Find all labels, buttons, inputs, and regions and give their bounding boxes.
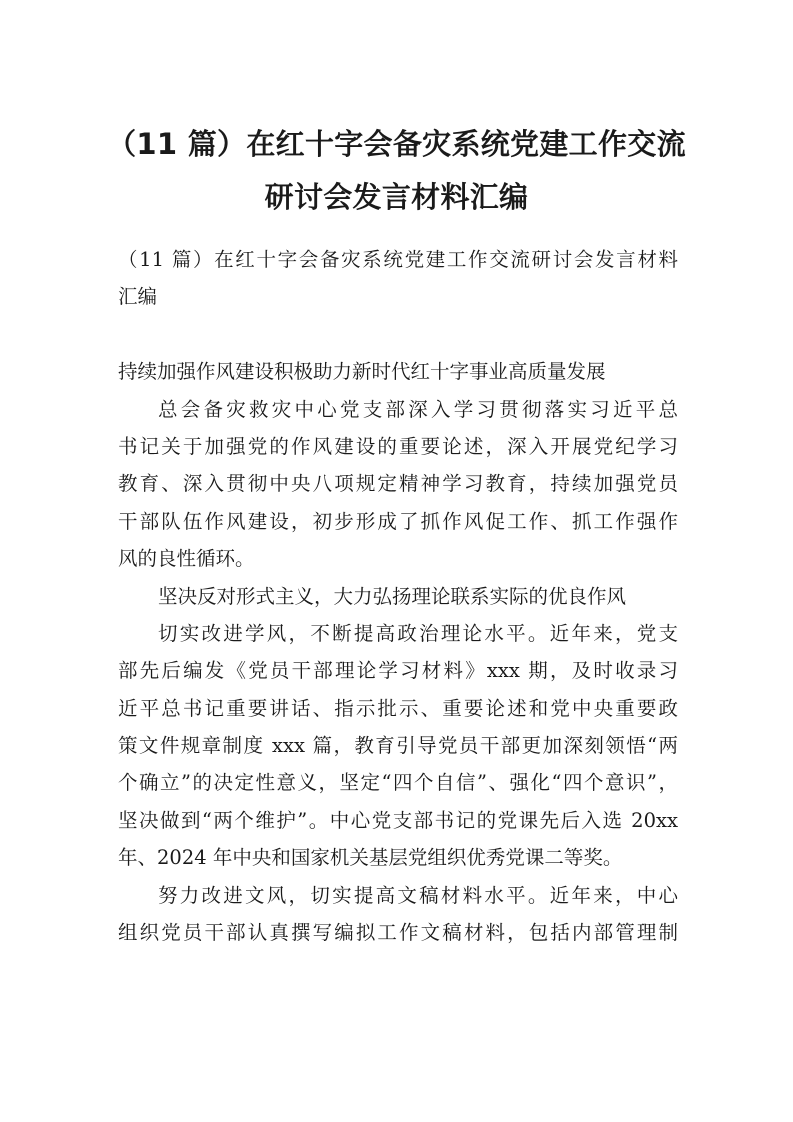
- title-line: 研讨会发言材料汇编: [264, 180, 529, 214]
- document-body: [118, 241, 678, 951]
- subtitle-line: 汇编: [118, 285, 158, 309]
- section-heading: 持续加强作风建设积极助力新时代红十字事业高质量发展: [118, 360, 606, 384]
- document-title: [100, 118, 693, 224]
- paragraph-line: 坚决做到“两个维护”。中心党支部书记的党课先后入选 20xx: [118, 808, 678, 832]
- paragraph-line: 个确立”的决定性意义，坚定“四个自信”、强化“四个意识”，: [118, 771, 678, 795]
- paragraph-line: 组织党员干部认真撰写编拟工作文稿材料，包括内部管理制: [118, 921, 678, 945]
- subtitle-line: （11 篇）在红十字会备灾系统党建工作交流研讨会发言材料: [118, 248, 678, 271]
- paragraph-line: 年、2024 年中央和国家机关基层党组织优秀党课二等奖。: [118, 846, 623, 870]
- paragraph-line: 干部队伍作风建设，初步形成了抓作风促工作、抓工作强作: [118, 509, 678, 533]
- paragraph-line: 风的良性循环。: [118, 547, 255, 571]
- paragraph-line: 近平总书记重要讲话、指示批示、重要论述和党中央重要政: [118, 696, 678, 720]
- paragraph-line: 教育、深入贯彻中央八项规定精神学习教育，持续加强党员: [118, 472, 678, 496]
- paragraph-line: 总会备灾救灾中心党支部深入学习贯彻落实习近平总: [158, 397, 678, 421]
- paragraph-line: 部先后编发《党员干部理论学习材料》xxx 期，及时收录习: [118, 659, 678, 683]
- subheading: 坚决反对形式主义，大力弘扬理论联系实际的优良作风: [158, 584, 627, 608]
- blank-line: [118, 316, 678, 353]
- paragraph-line: 切实改进学风，不断提高政治理论水平。近年来，党支: [158, 621, 678, 645]
- paragraph-line: 书记关于加强党的作风建设的重要论述，深入开展党纪学习: [118, 434, 678, 458]
- title-line: （11 篇）在红十字会备灾系统党建工作交流: [107, 127, 686, 161]
- paragraph-line: 努力改进文风，切实提高文稿材料水平。近年来，中心: [158, 883, 678, 907]
- paragraph-line: 策文件规章制度 xxx 篇，教育引导党员干部更加深刻领悟“两: [118, 734, 678, 758]
